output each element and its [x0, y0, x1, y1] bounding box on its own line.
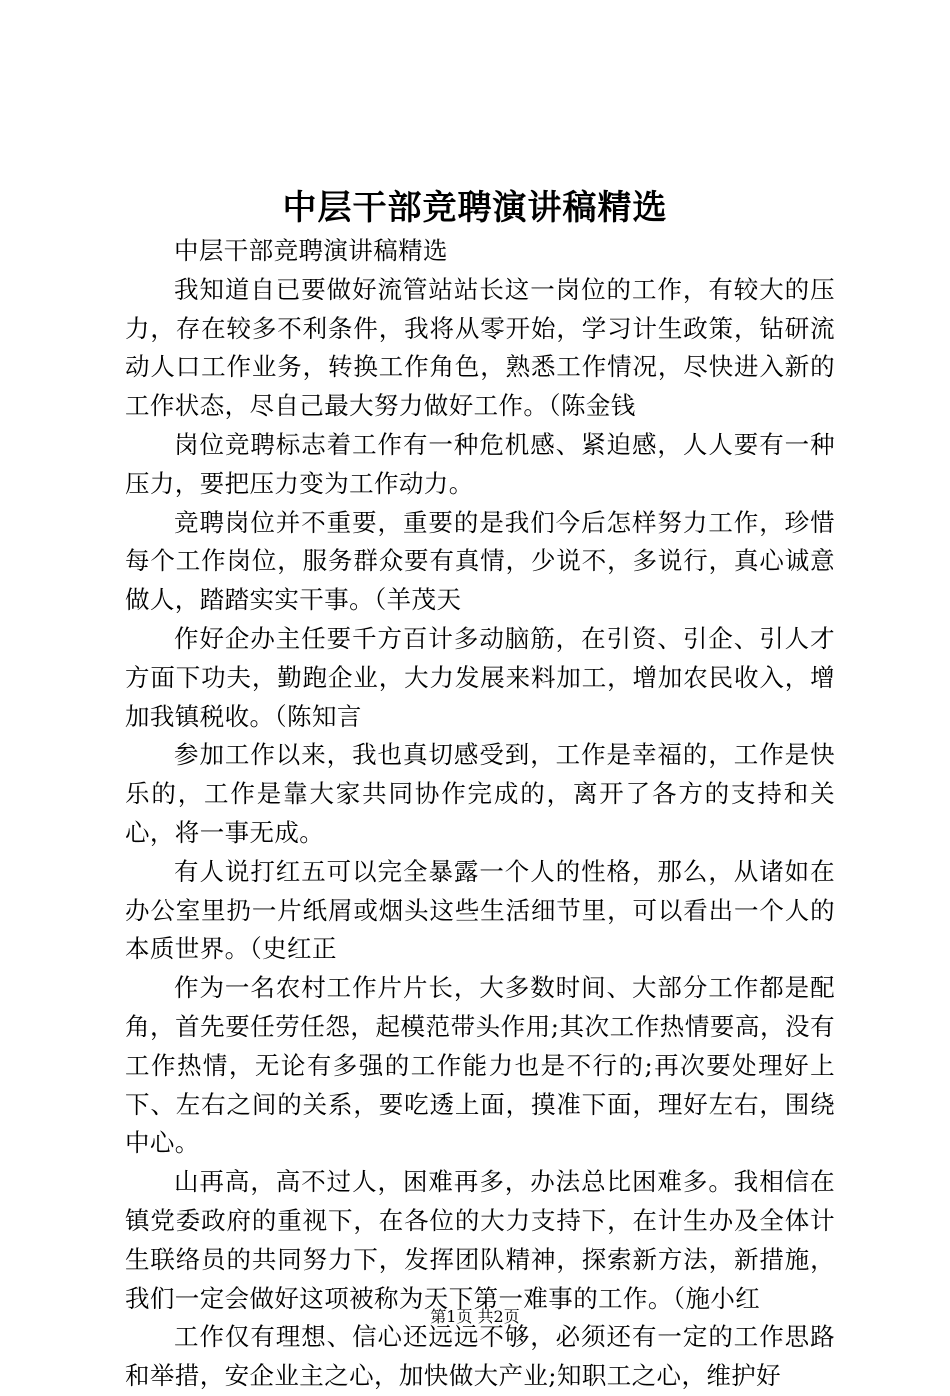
page-footer: 第1页 共2页 [430, 1307, 520, 1326]
paragraph: 作为一名农村工作片片长，大多数时间、大部分工作都是配角，首先要任劳任怨，起模范带头作用;其次工作热情要高，没有工作热情，无论有多强的工作能力也是不行的;再次要处理好上下、左右之间的关系，要吃透上面，摸准下面，理好左右，围绕中心。 [125, 973, 835, 1158]
paragraph: 山再高，高不过人，困难再多，办法总比困难多。我相信在镇党委政府的重视下，在各位的大力支持下，在计生办及全体计生联络员的共同努力下，发挥团队精神，探索新方法，新措施，我们一定会做好这项被称为天下第一难事的工作。（施小红 [125, 1167, 835, 1313]
paragraph: 中层干部竞聘演讲稿精选 [174, 236, 448, 265]
paragraph: 有人说打红五可以完全暴露一个人的性格，那么，从诸如在办公室里扔一片纸屑或烟头这些生活细节里，可以看出一个人的本质世界。（史红正 [125, 856, 835, 964]
paragraph: 参加工作以来，我也真切感受到，工作是幸福的，工作是快乐的，工作是靠大家共同协作完成的，离开了各方的支持和关心，将一事无成。 [125, 740, 835, 847]
paragraph: 竞聘岗位并不重要，重要的是我们今后怎样努力工作，珍惜每个工作岗位，服务群众要有真情，少说不，多说行，真心诚意做人，踏踏实实干事。（羊茂天 [125, 507, 835, 615]
paragraph: 工作仅有理想、信心还远远不够，必须还有一定的工作思路和举措，安企业主之心，加快做大产业;知职工之心，维护好 [125, 1322, 835, 1391]
paragraph: 作好企办主任要千方百计多动脑筋，在引资、引企、引人才方面下功夫，勤跑企业，大力发展来料加工，增加农民收入，增加我镇税收。（陈知言 [125, 623, 835, 731]
paragraph: 我知道自已要做好流管站站长这一岗位的工作，有较大的压力，存在较多不利条件，我将从零开始，学习计生政策，钻研流动人口工作业务，转换工作角色，熟悉工作情况，尽快进入新的工作状态，尽自己最大努力做好工作。（陈金钱 [125, 274, 835, 421]
paragraph: 岗位竞聘标志着工作有一种危机感、紧迫感，人人要有一种压力，要把压力变为工作动力。 [125, 429, 835, 498]
document-body [125, 232, 835, 1396]
document-title: 中层干部竞聘演讲稿精选 [282, 188, 668, 228]
